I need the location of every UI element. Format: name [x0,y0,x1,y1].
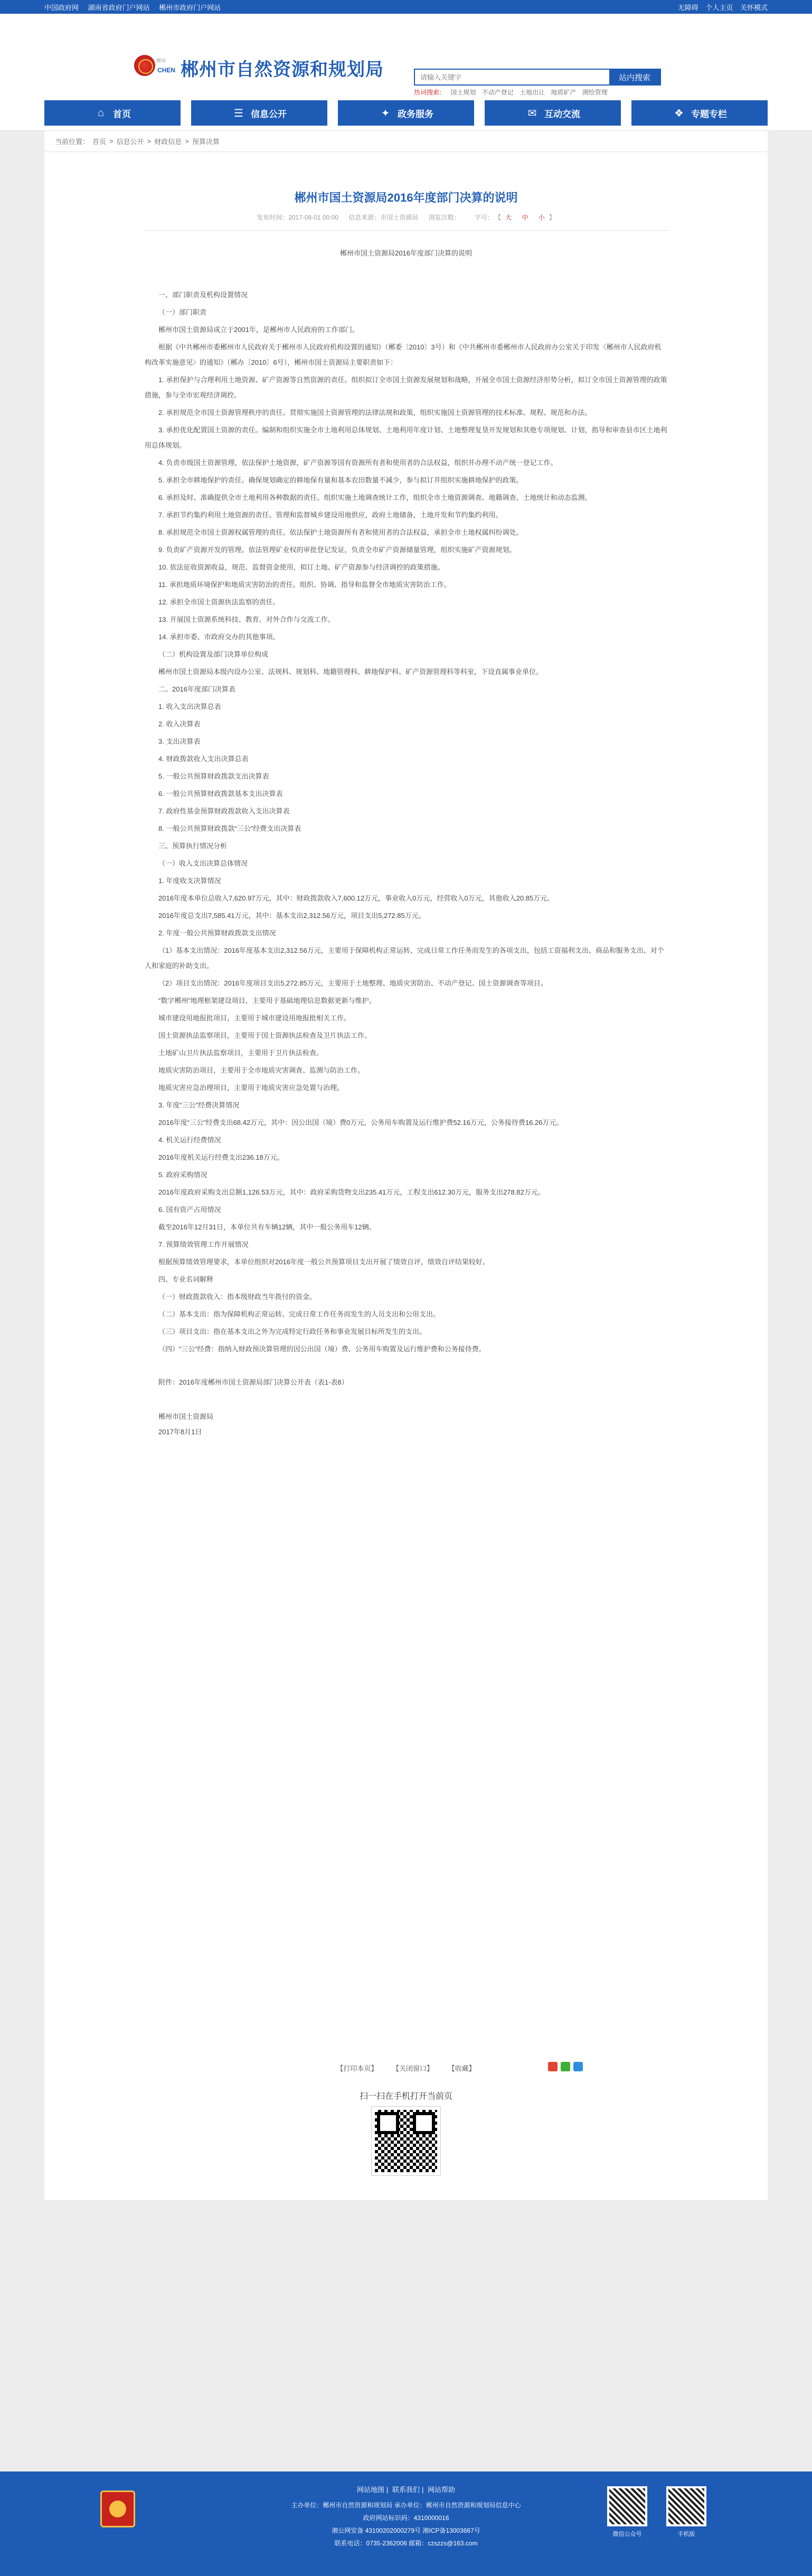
article-paragraph: 12. 承担全市国土资源执法监察的责任。 [158,598,280,606]
nav-label: 首页 [113,109,131,119]
article-paragraph: 7. 政府性基金预算财政拨款收入支出决算表 [158,807,290,815]
article-paragraph: 2. 承担规范全市国土资源管理秩序的责任。贯彻实施国土资源管理的法律法规和政策，组织实施国土资源管理的技术标准、规程、规范和办法。 [158,409,592,416]
site-footer [0,2471,812,2576]
hot-word[interactable]: 地质矿产 [551,89,577,96]
logo-subtitle: CHEN [157,67,176,74]
article-paragraph: 4. 财政拨款收入支出决算总表 [158,755,249,763]
hot-word[interactable]: 土地出让 [520,89,545,96]
article-paragraph: 三、预算执行情况分析 [158,842,228,850]
view-count: 浏览次数： [428,214,460,221]
article-paragraph: 2016年度本单位总收入7,620.97万元，其中：财政拨款收入7,600.12万元，事业收入0万元，经营收入0万元，其他收入20.85万元。 [158,894,554,902]
article-paragraph: 5. 承担全市耕地保护的责任。确保规划确定的耕地保有量和基本农田数量不减少，参与拟订并组织实施耕地保护的政策。 [158,476,523,484]
wechat-qr-code [607,2486,647,2526]
care-mode-link[interactable]: 关怀模式 [740,3,768,12]
logo-site-label: 郴州 [156,58,166,63]
search-box [414,69,661,86]
breadcrumb-item[interactable]: 预算决算 [192,138,220,146]
article-paragraph: 3. 支出决算表 [158,737,201,745]
nav-item-info[interactable] [191,100,327,126]
article-body [145,245,667,1439]
article-paragraph: 土地矿山卫片执法监察项目，主要用于卫片执法检查。 [158,1049,324,1057]
article-paragraph: 4. 机关运行经费情况 [158,1136,221,1144]
nav-item-home[interactable] [44,100,181,126]
hot-word[interactable]: 国土规划 [450,89,476,96]
qq-share-icon[interactable] [573,2062,583,2071]
article-center-title: 郴州市国土资源局2016年度部门决算的说明 [340,249,472,257]
article-paragraph: 郴州市国土资源局成立于2001年，是郴州市人民政府的工作部门。 [158,326,359,334]
topic-icon: ❖ [674,107,684,119]
article-paragraph: （1）基本支出情况：2016年度基本支出2,312.56万元，主要用于保障机构正常运转、完成日常工作任务而发生的各项支出，包括工资福利支出、商品和服务支出、对个人和家庭的补助支出。 [145,946,664,970]
footer-link-sitemap[interactable]: 网站地图 [356,2486,384,2494]
wechat-qr-caption: 微信公众号 [612,2531,642,2537]
nav-item-service[interactable] [338,100,474,126]
nav-label: 专题专栏 [691,109,727,119]
article-tools [44,2063,768,2073]
article-paragraph: （一）财政拨款收入：指本级财政当年拨付的资金。 [158,1293,317,1301]
personal-home-link[interactable]: 个人主页 [705,3,733,12]
article-paragraph: 四、专业名词解释 [158,1275,214,1283]
breadcrumb: 当前位置： 首页 > 信息公开 > 财政信息 > 预算决算 [44,131,768,152]
article-paragraph: 11. 承担地质环境保护和地质灾害防治的责任。组织、协调、指导和监督全市地质灾害防治工作。 [158,581,451,589]
article-paragraph: 2. 年度一般公共预算财政拨款支出情况 [158,929,276,937]
font-size-control: 字号： 【 大 中 小 】 [475,214,555,221]
article-meta [145,213,667,231]
paragraph-list [145,287,667,1357]
article-paragraph: 6. 国有资产占用情况 [158,1206,221,1214]
footer-line: 政府网站标识码：4310000016 [363,2514,449,2522]
article-paragraph: （三）项目支出：指在基本支出之外为完成特定行政任务和事业发展目标所发生的支出。 [158,1328,427,1336]
footer-line: 联系电话：0735-2362006 邮箱：czszzs@163.com [334,2540,478,2547]
publish-date: 发布时间：2017-08-01 00:00 [257,214,338,221]
article-paragraph: 二、2016年度部门决算表 [158,685,235,693]
font-size-large[interactable]: 大 [505,214,512,221]
article-paragraph: （2）项目支出情况：2016年度项目支出5,272.85万元，主要用于土地整理、地质灾害防治、不动产登记、国土资源调查等项目。 [158,979,547,987]
article-paragraph: （一）部门职责 [158,308,207,316]
article-paragraph: （二）机构设置及部门决算单位构成 [158,650,269,658]
article-paragraph: “数字郴州”地理框架建设项目，主要用于基础地理信息数据更新与维护。 [158,997,376,1005]
article-paragraph: 2016年度机关运行经费支出236.18万元。 [158,1153,284,1161]
hot-word[interactable]: 不动产登记 [481,89,514,96]
hot-words [414,88,612,97]
article-paragraph: 1. 年度收支决算情况 [158,877,221,885]
top-link-hunan[interactable]: 湖南省政府门户网站 [88,3,150,12]
font-size-label: 字号： [475,214,494,221]
main-nav [0,95,812,131]
article-paragraph: 6. 一般公共预算财政拨款基本支出决算表 [158,790,283,798]
chat-icon: ✉ [527,107,537,119]
info-icon: ☰ [234,107,243,119]
article-paragraph: 10. 依法征收资源收益，规范、监督资金使用，拟订土地、矿产资源参与经济调控的政策措施。 [158,563,445,571]
article-paragraph: 1. 收入支出决算总表 [158,703,221,711]
breadcrumb-prefix: 当前位置： [55,138,90,146]
site-header [0,14,812,95]
article-paragraph: 2016年度总支出7,585.41万元，其中：基本支出2,312.56万元，项目支出5,272.85万元。 [158,912,426,920]
footer-line: 湘公网安备 43100202000279号 湘ICP备13003667号 [332,2527,480,2534]
article-paragraph: 根据《中共郴州市委郴州市人民政府关于郴州市人民政府机构设置的通知》（郴委〔2010〕3号）和《中共郴州市委郴州市人民政府办公室关于印发〈郴州市人民政府机构改革实施意见〉的通知》（郴办〔2010〕6号），郴州市国土资源局主要职责如下： [145,343,662,366]
article-paragraph: 4. 负责市级国土资源管理，依法保护土地资源，矿产资源等国有资源所有者和使用者的合法权益，组织并办理不动产统一登记工作。 [158,459,558,467]
top-links [44,2,228,12]
article-paragraph: 郴州市国土资源局本级内设办公室、法规科、规划科、地籍管理科、耕地保护科、矿产资源管理科等科室，下设直属事业单位。 [158,668,543,676]
article-paragraph: 1. 承担保护与合理利用土地资源、矿产资源等自然资源的责任。组织拟订全市国土资源发展规划和战略，开展全市国土资源经济形势分析，拟订全市国土资源管理的政策措施，参与全市宏观经济调控。 [145,376,667,399]
article-paragraph: 2016年度政府采购支出总额1,126.53万元，其中：政府采购货物支出235.41万元，工程支出612.30万元，服务支出278.82万元。 [158,1188,545,1196]
footer-link-help[interactable]: 网站帮助 [428,2486,456,2494]
article-paragraph: 9. 负责矿产资源开发的管理。依法管理矿业权的审批登记发证，负责全市矿产资源储量管理，组织实施矿产资源规划。 [158,546,516,554]
footer-link-contact[interactable]: 联系我们 [392,2486,420,2494]
close-window-button[interactable]: 【关闭窗口】 [392,2064,433,2072]
article-paragraph: （四）“三公”经费：指纳入财政预决算管理的因公出国（境）费、公务用车购置及运行维护费和公务接待费。 [158,1345,486,1353]
hot-words-label: 热词搜索： [414,89,446,96]
article-title: 郴州市国土资源局2016年度部门决算的说明 [294,191,518,204]
font-size-small[interactable]: 小 [538,214,545,221]
search-button[interactable]: 站内搜索 [609,70,660,84]
top-link-chenzhou[interactable]: 郴州市政府门户网站 [159,3,221,12]
mobile-qr-caption: 手机版 [677,2531,695,2537]
footer-line: 主办单位：郴州市自然资源和规划局 承办单位：郴州市自然资源和规划局信息中心 [291,2502,521,2509]
print-button[interactable]: 【打印本页】 [336,2064,378,2072]
article-paragraph: 14. 承担市委、市政府交办的其他事项。 [158,633,280,641]
article-paragraph: （二）基本支出：指为保障机构正常运转、完成日常工作任务而发生的人员支出和公用支出。 [158,1310,440,1318]
info-source: 信息来源：市国土资源局 [348,214,419,221]
footer-links: 网站地图 | 联系我们 | 网站帮助 [356,2486,456,2494]
weibo-share-icon[interactable] [548,2062,558,2071]
share-icons [548,2062,583,2071]
article-paragraph: 6. 承担及时、准确提供全市土地利用各种数据的责任。组织实施土地调查统计工作，组织全市土地资源调查、地籍调查、土地统计和动态监测。 [158,494,592,501]
emblem-logo-icon [134,55,155,76]
top-bar [0,0,812,14]
nav-label: 信息公开 [251,109,287,119]
article-paragraph: 2016年度“三公”经费支出68.42万元，其中：因公出国（境）费0万元，公务用车购置及运行维护费52.16万元，公务接待费16.26万元。 [158,1119,563,1126]
home-icon: ⌂ [97,107,105,119]
signature: 郴州市国土资源局 [158,1413,214,1420]
breadcrumb-item[interactable]: 财政信息 [154,138,182,146]
article-paragraph: 5. 政府采购情况 [158,1171,207,1179]
mobile-qr-code [666,2486,706,2526]
article-paragraph: 地质灾害应急治理项目，主要用于地质灾害应急处置与治理。 [158,1084,344,1092]
service-icon: ✦ [381,107,390,119]
article-container [44,152,768,2200]
article-paragraph: 8. 承担规范全市国土资源权属管理的责任。依法保护土地资源所有者和使用者的合法权益，承担全市土地权属纠纷调处。 [158,528,523,536]
search-input[interactable] [415,70,605,84]
page-qr-code [372,2107,440,2175]
wechat-share-icon[interactable] [561,2062,570,2071]
font-size-medium[interactable]: 中 [522,214,528,221]
qr-caption: 扫一扫在手机打开当前页 [359,2092,452,2101]
accessibility-link[interactable]: 无障碍 [677,3,698,12]
breadcrumb-item[interactable]: 信息公开 [116,138,144,146]
article-paragraph: 国土资源执法监察项目，主要用于国土资源执法检查及卫片执法工作。 [158,1031,372,1039]
article-paragraph: 2. 收入决算表 [158,720,201,728]
article-paragraph: 13. 开展国土资源系统科技、教育、对外合作与交流工作。 [158,615,335,623]
qr-section [44,2089,768,2178]
favorite-button[interactable]: 【收藏】 [448,2064,476,2072]
site-title[interactable]: 郴州市自然资源和规划局 [181,60,384,80]
article-paragraph: （一）收入支出决算总体情况 [158,859,248,867]
sign-date: 2017年8月1日 [158,1428,202,1436]
nav-label: 互动交流 [544,109,580,119]
top-link-gov[interactable]: 中国政府网 [44,3,79,12]
top-right-links [673,2,768,12]
article-paragraph: 地质灾害防治项目，主要用于全市地质灾害调查、监测与防治工作。 [158,1066,365,1074]
nav-item-topic[interactable] [631,100,768,126]
article-paragraph: 城市建设用地报批项目，主要用于城市建设用地报批相关工作。 [158,1014,351,1022]
article-paragraph: 7. 承担节约集约利用土地资源的责任。管理和监督城乡建设用地供应，政府土地储备，土地开发和节约集约利用。 [158,511,503,519]
article-paragraph: 7. 预算绩效管理工作开展情况 [158,1240,249,1248]
article-paragraph: 一、部门职责及机构设置情况 [158,291,248,299]
breadcrumb-item[interactable]: 首页 [92,138,107,146]
nav-label: 政务服务 [398,109,433,119]
nav-item-interact[interactable] [485,100,621,126]
article-paragraph: 3. 年度“三公”经费决算情况 [158,1101,240,1109]
article-paragraph: 8. 一般公共预算财政拨款“三公”经费支出决算表 [158,825,301,832]
article-paragraph: 截至2016年12月31日，本单位共有车辆12辆，其中一般公务用车12辆。 [158,1223,376,1231]
hot-word[interactable]: 测绘管理 [582,89,608,96]
article-paragraph: 根据预算绩效管理要求，本单位组织对2016年度一般公共预算项目支出开展了绩效自评，绩效自评结果较好。 [158,1258,489,1266]
article-paragraph: 5. 一般公共预算财政拨款支出决算表 [158,772,269,780]
attachment-link[interactable]: 附件：2016年度郴州市国土资源局部门决算公开表（表1-表8） [158,1378,348,1386]
article-paragraph: 3. 承担优化配置国土资源的责任。编制和组织实施全市土地利用总体规划、土地利用年度计划、土地整理复垦开发规划和其他专项规划、计划，指导和审查县市区土地利用总体规划。 [145,426,667,449]
